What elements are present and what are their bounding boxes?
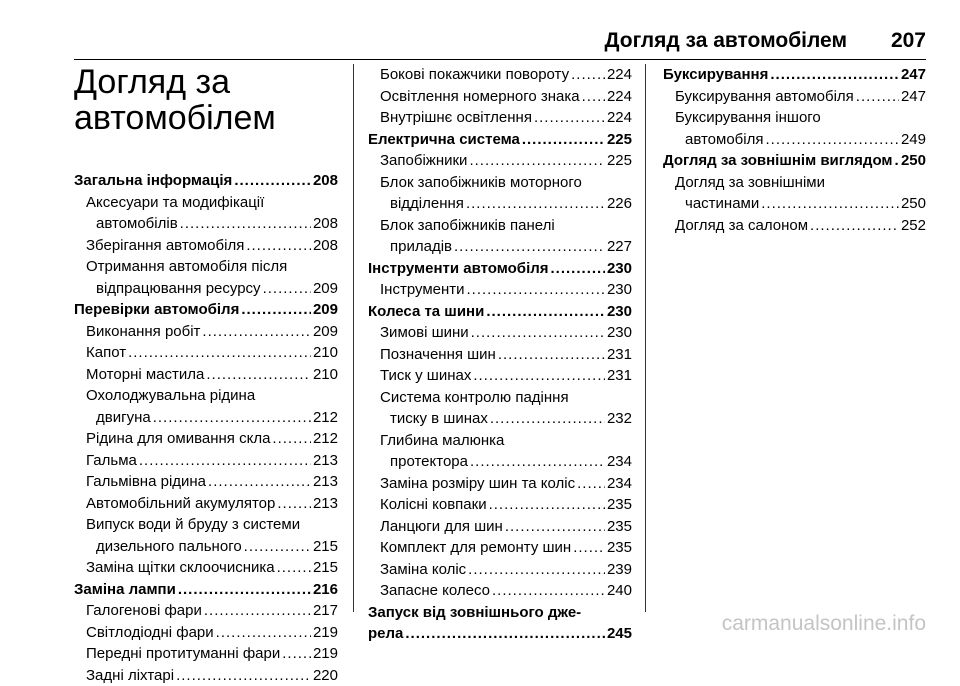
toc-page-number: 225	[607, 150, 632, 172]
toc-column-1	[74, 170, 338, 686]
toc-entry-label: Буксирування автомобіля	[675, 86, 854, 108]
toc-entry[interactable]	[663, 193, 926, 215]
toc-entry-text	[368, 387, 632, 409]
toc-entry-label: Капот	[86, 342, 126, 364]
toc-entry-text	[74, 385, 338, 407]
toc-section[interactable]	[368, 258, 632, 280]
toc-entry-label: Автомобільний акумулятор	[86, 493, 275, 515]
toc-entry-label: Аксесуари та модифікації	[86, 192, 264, 214]
toc-page-number: 224	[607, 86, 632, 108]
toc-entry[interactable]	[368, 494, 632, 516]
leader-dots	[498, 344, 605, 366]
toc-entry-label: Задні ліхтарі	[86, 665, 174, 686]
toc-entry[interactable]	[368, 193, 632, 215]
toc-entry[interactable]	[663, 129, 926, 151]
toc-entry-label: Ланцюги для шин	[380, 516, 503, 538]
toc-section[interactable]	[663, 64, 926, 86]
leader-dots	[176, 665, 311, 686]
toc-page-number: 208	[313, 213, 338, 235]
toc-section[interactable]	[74, 299, 338, 321]
toc-page-number: 208	[313, 235, 338, 257]
toc-page-number: 230	[607, 279, 632, 301]
toc-entry[interactable]	[368, 322, 632, 344]
toc-entry-label: Позначення шин	[380, 344, 496, 366]
leader-dots	[810, 215, 899, 237]
toc-page-number: 213	[313, 450, 338, 472]
toc-entry[interactable]	[74, 428, 338, 450]
toc-entry-label: двигуна	[96, 407, 151, 429]
toc-entry-label: Охолоджувальна рідина	[86, 385, 255, 407]
toc-page-number: 212	[313, 428, 338, 450]
toc-entry[interactable]	[74, 278, 338, 300]
leader-dots	[244, 536, 311, 558]
toc-section[interactable]	[663, 150, 926, 172]
leader-dots	[204, 600, 311, 622]
toc-entry[interactable]	[74, 622, 338, 644]
toc-entry-label: Запуск від зовнішнього дже-	[368, 602, 581, 624]
toc-entry-label: Система контролю падіння	[380, 387, 569, 409]
leader-dots	[153, 407, 311, 429]
toc-entry-label: Гальмівна рідина	[86, 471, 206, 493]
toc-page-number: 247	[901, 64, 926, 86]
leader-dots	[277, 493, 311, 515]
column-divider-1	[353, 64, 354, 612]
page-header	[74, 29, 926, 60]
leader-dots	[765, 129, 898, 151]
leader-dots	[234, 170, 311, 192]
leader-dots	[895, 150, 899, 172]
toc-entry[interactable]	[74, 600, 338, 622]
header-page-number: 207	[891, 29, 926, 53]
leader-dots	[522, 129, 605, 151]
toc-entry-label: протектора	[390, 451, 468, 473]
toc-entry-label: Догляд за зовнішніми	[675, 172, 825, 194]
toc-entry[interactable]	[368, 107, 632, 129]
leader-dots	[405, 623, 605, 645]
toc-entry-label: Отримання автомобіля після	[86, 256, 287, 278]
chapter-title-line2: автомобілем	[74, 99, 276, 137]
toc-entry-label: Догляд за зовнішнім виглядом	[663, 150, 893, 172]
toc-entry[interactable]	[368, 86, 632, 108]
toc-page-number: 226	[607, 193, 632, 215]
leader-dots	[534, 107, 605, 129]
toc-page-number: 215	[313, 557, 338, 579]
toc-entry-text	[368, 215, 632, 237]
toc-page-number: 210	[313, 364, 338, 386]
leader-dots	[582, 86, 605, 108]
toc-entry-label: Перевірки автомобіля	[74, 299, 239, 321]
toc-entry-label: Блок запобіжників панелі	[380, 215, 555, 237]
toc-page-number: 250	[901, 193, 926, 215]
toc-section[interactable]	[368, 301, 632, 323]
toc-entry[interactable]	[74, 557, 338, 579]
toc-entry-label: Світлодіодні фари	[86, 622, 214, 644]
leader-dots	[468, 559, 605, 581]
leader-dots	[573, 537, 605, 559]
toc-page-number: 209	[313, 278, 338, 300]
toc-page-number: 227	[607, 236, 632, 258]
toc-page-number: 230	[607, 258, 632, 280]
toc-page-number: 234	[607, 451, 632, 473]
toc-entry-label: Запасне колесо	[380, 580, 490, 602]
toc-entry[interactable]	[74, 235, 338, 257]
leader-dots	[770, 64, 899, 86]
toc-entry[interactable]	[368, 408, 632, 430]
toc-entry-text	[663, 172, 926, 194]
toc-page-number: 249	[901, 129, 926, 151]
toc-entry-label: Електрична система	[368, 129, 520, 151]
chapter-title-line1: Догляд за	[74, 63, 230, 101]
leader-dots	[206, 364, 311, 386]
toc-entry-label: Тиск у шинах	[380, 365, 471, 387]
leader-dots	[454, 236, 605, 258]
leader-dots	[277, 557, 311, 579]
toc-entry-label: Блок запобіжників моторного	[380, 172, 582, 194]
toc-entry[interactable]	[74, 536, 338, 558]
toc-entry-label: Виконання робіт	[86, 321, 200, 343]
toc-page-number: 220	[313, 665, 338, 686]
toc-entry[interactable]	[74, 407, 338, 429]
leader-dots	[263, 278, 311, 300]
toc-page-number: 252	[901, 215, 926, 237]
toc-page-number: 235	[607, 494, 632, 516]
toc-entry[interactable]	[74, 471, 338, 493]
toc-page-number: 245	[607, 623, 632, 645]
leader-dots	[208, 471, 311, 493]
toc-page-number: 232	[607, 408, 632, 430]
toc-entry[interactable]	[368, 150, 632, 172]
toc-entry[interactable]	[368, 537, 632, 559]
leader-dots	[469, 150, 605, 172]
leader-dots	[761, 193, 899, 215]
toc-page-number: 216	[313, 579, 338, 601]
leader-dots	[466, 193, 605, 215]
leader-dots	[202, 321, 311, 343]
chapter-title	[74, 64, 334, 136]
leader-dots	[272, 428, 311, 450]
toc-entry[interactable]	[368, 64, 632, 86]
toc-entry-label: Випуск води й бруду з системи	[86, 514, 300, 536]
toc-entry-label: Гальма	[86, 450, 137, 472]
toc-entry-label: частинами	[685, 193, 759, 215]
toc-entry[interactable]	[368, 344, 632, 366]
toc-page-number: 230	[607, 301, 632, 323]
toc-entry[interactable]	[368, 580, 632, 602]
toc-entry-label: рела	[368, 623, 403, 645]
toc-page-number: 247	[901, 86, 926, 108]
leader-dots	[467, 279, 605, 301]
toc-entry-text	[74, 192, 338, 214]
leader-dots	[856, 86, 899, 108]
leader-dots	[241, 299, 311, 321]
leader-dots	[470, 451, 605, 473]
toc-entry[interactable]	[74, 364, 338, 386]
toc-entry-label: Глибина малюнка	[380, 430, 504, 452]
toc-entry[interactable]	[368, 451, 632, 473]
leader-dots	[490, 408, 605, 430]
toc-entry-label: Інструменти	[380, 279, 465, 301]
toc-entry[interactable]	[368, 516, 632, 538]
toc-page-number: 224	[607, 107, 632, 129]
toc-entry[interactable]	[368, 559, 632, 581]
toc-entry-label: Передні протитуманні фари	[86, 643, 280, 665]
toc-entry[interactable]	[74, 493, 338, 515]
toc-page-number: 230	[607, 322, 632, 344]
toc-page-number: 231	[607, 365, 632, 387]
toc-entry-label: Загальна інформація	[74, 170, 232, 192]
leader-dots	[551, 258, 605, 280]
toc-page-number: 215	[313, 536, 338, 558]
toc-entry-text	[368, 430, 632, 452]
toc-section[interactable]	[368, 623, 632, 645]
leader-dots	[489, 494, 605, 516]
toc-page-number: 217	[313, 600, 338, 622]
toc-section[interactable]	[74, 170, 338, 192]
toc-page-number: 210	[313, 342, 338, 364]
toc-entry-label: Інструменти автомобіля	[368, 258, 549, 280]
toc-entry-label: Колісні ковпаки	[380, 494, 487, 516]
leader-dots	[473, 365, 605, 387]
toc-page-number: 239	[607, 559, 632, 581]
toc-entry-text	[368, 602, 632, 624]
toc-entry[interactable]	[74, 321, 338, 343]
toc-page-number: 235	[607, 537, 632, 559]
toc-entry-label: Бокові покажчики повороту	[380, 64, 569, 86]
toc-entry-label: Зимові шини	[380, 322, 469, 344]
leader-dots	[139, 450, 311, 472]
toc-column-3	[663, 64, 926, 236]
toc-entry-label: Рідина для омивання скла	[86, 428, 270, 450]
toc-entry[interactable]	[74, 213, 338, 235]
toc-entry-label: Заміна розміру шин та коліс	[380, 473, 575, 495]
toc-entry-label: Заміна щітки склоочисника	[86, 557, 275, 579]
toc-entry[interactable]	[368, 365, 632, 387]
toc-page-number: 235	[607, 516, 632, 538]
toc-section[interactable]	[74, 579, 338, 601]
toc-entry-label: Моторні мастила	[86, 364, 204, 386]
toc-entry-label: автомобіля	[685, 129, 763, 151]
toc-entry-label: Освітлення номерного знака	[380, 86, 580, 108]
toc-entry-label: Буксирування іншого	[675, 107, 821, 129]
toc-entry-label: Комплект для ремонту шин	[380, 537, 571, 559]
toc-entry-text	[74, 514, 338, 536]
toc-entry[interactable]	[368, 473, 632, 495]
toc-page-number: 213	[313, 471, 338, 493]
leader-dots	[246, 235, 311, 257]
toc-page-number: 208	[313, 170, 338, 192]
toc-page-number: 212	[313, 407, 338, 429]
toc-entry[interactable]	[74, 450, 338, 472]
toc-entry[interactable]	[74, 342, 338, 364]
toc-entry-label: відділення	[390, 193, 464, 215]
leader-dots	[178, 579, 311, 601]
toc-entry-label: Буксирування	[663, 64, 768, 86]
toc-page-number: 224	[607, 64, 632, 86]
toc-entry[interactable]	[663, 86, 926, 108]
toc-column-2	[368, 64, 632, 645]
toc-entry-label: Заміна лампи	[74, 579, 176, 601]
toc-entry[interactable]	[74, 643, 338, 665]
toc-entry[interactable]	[368, 279, 632, 301]
toc-entry-label: Зберігання автомобіля	[86, 235, 244, 257]
leader-dots	[492, 580, 605, 602]
toc-page-number: 219	[313, 622, 338, 644]
toc-page-number: 231	[607, 344, 632, 366]
header-title: Догляд за автомобілем	[605, 29, 847, 53]
toc-page-number: 213	[313, 493, 338, 515]
toc-page-number: 225	[607, 129, 632, 151]
toc-entry-label: Запобіжники	[380, 150, 467, 172]
toc-entry-label: відпрацювання ресурсу	[96, 278, 261, 300]
leader-dots	[216, 622, 311, 644]
toc-entry-label: приладів	[390, 236, 452, 258]
toc-entry[interactable]	[368, 236, 632, 258]
toc-entry-label: автомобілів	[96, 213, 178, 235]
toc-entry[interactable]	[663, 215, 926, 237]
toc-entry[interactable]	[74, 665, 338, 686]
leader-dots	[180, 213, 311, 235]
toc-page-number: 209	[313, 299, 338, 321]
toc-page-number: 240	[607, 580, 632, 602]
toc-entry-text	[74, 256, 338, 278]
leader-dots	[486, 301, 605, 323]
toc-entry-label: Внутрішнє освітлення	[380, 107, 532, 129]
watermark: carmanualsonline.info	[722, 612, 926, 636]
column-divider-2	[645, 64, 646, 612]
toc-section[interactable]	[368, 129, 632, 151]
toc-entry-label: Галогенові фари	[86, 600, 202, 622]
toc-page-number: 219	[313, 643, 338, 665]
toc-page-number: 209	[313, 321, 338, 343]
toc-entry-text	[663, 107, 926, 129]
leader-dots	[505, 516, 605, 538]
toc-entry-label: Догляд за салоном	[675, 215, 808, 237]
toc-entry-label: тиску в шинах	[390, 408, 488, 430]
toc-page-number: 234	[607, 473, 632, 495]
toc-entry-label: Колеса та шини	[368, 301, 484, 323]
leader-dots	[282, 643, 311, 665]
leader-dots	[577, 473, 605, 495]
toc-page-number: 250	[901, 150, 926, 172]
leader-dots	[471, 322, 605, 344]
toc-entry-text	[368, 172, 632, 194]
leader-dots	[128, 342, 311, 364]
leader-dots	[571, 64, 605, 86]
toc-entry-label: дизельного пального	[96, 536, 242, 558]
toc-entry-label: Заміна коліс	[380, 559, 466, 581]
